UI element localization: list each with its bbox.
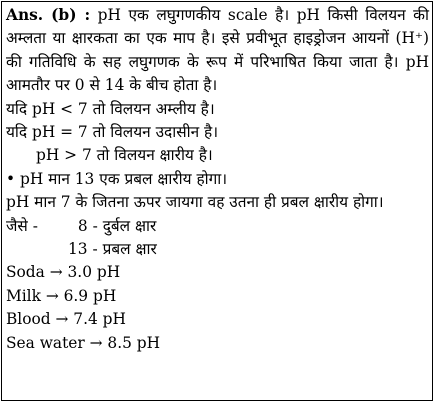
example-strong-base: 13 - प्रबल क्षार	[68, 240, 157, 259]
bullet-line: • pH मान 13 एक प्रबल क्षारीय होगा।	[6, 169, 228, 188]
example-milk: Milk → 6.9 pH	[6, 286, 117, 305]
example-prefix: जैसे -	[6, 216, 38, 235]
example-sea-water: Sea water → 8.5 pH	[6, 333, 161, 352]
example-weak-base: 8 - दुर्बल क्षार	[77, 216, 157, 235]
basic-line: pH > 7 तो विलयन क्षारीय है।	[36, 146, 213, 165]
neutral-line: यदि pH = 7 तो विलयन उदासीन है।	[6, 123, 219, 142]
example-soda: Soda → 3.0 pH	[6, 263, 121, 282]
acidic-line: यदि pH < 7 तो विलयन अम्लीय है।	[6, 99, 215, 118]
intro-paragraph	[6, 4, 429, 98]
intro-text: pH एक लघुगणकीय scale है। pH किसी विलयन की अम्लता या क्षारकता का एक माप है। इसे प्रवीभूत हाइड्रोजन आयनों (H⁺) की गतिविधि के सह लघुगणक के रूप में परिभाषित किया जाता है। pH आमतौर पर 0 से 14 के बीच होता है।	[6, 6, 429, 95]
example-line-1	[6, 215, 429, 238]
answer-label: Ans. (b) :	[6, 6, 91, 24]
strength-paragraph: pH मान 7 के जितना ऊपर जायगा वह उतना ही प्रबल क्षारीय होगा।	[6, 193, 384, 212]
example-blood: Blood → 7.4 pH	[6, 310, 126, 329]
answer-box	[1, 1, 433, 401]
